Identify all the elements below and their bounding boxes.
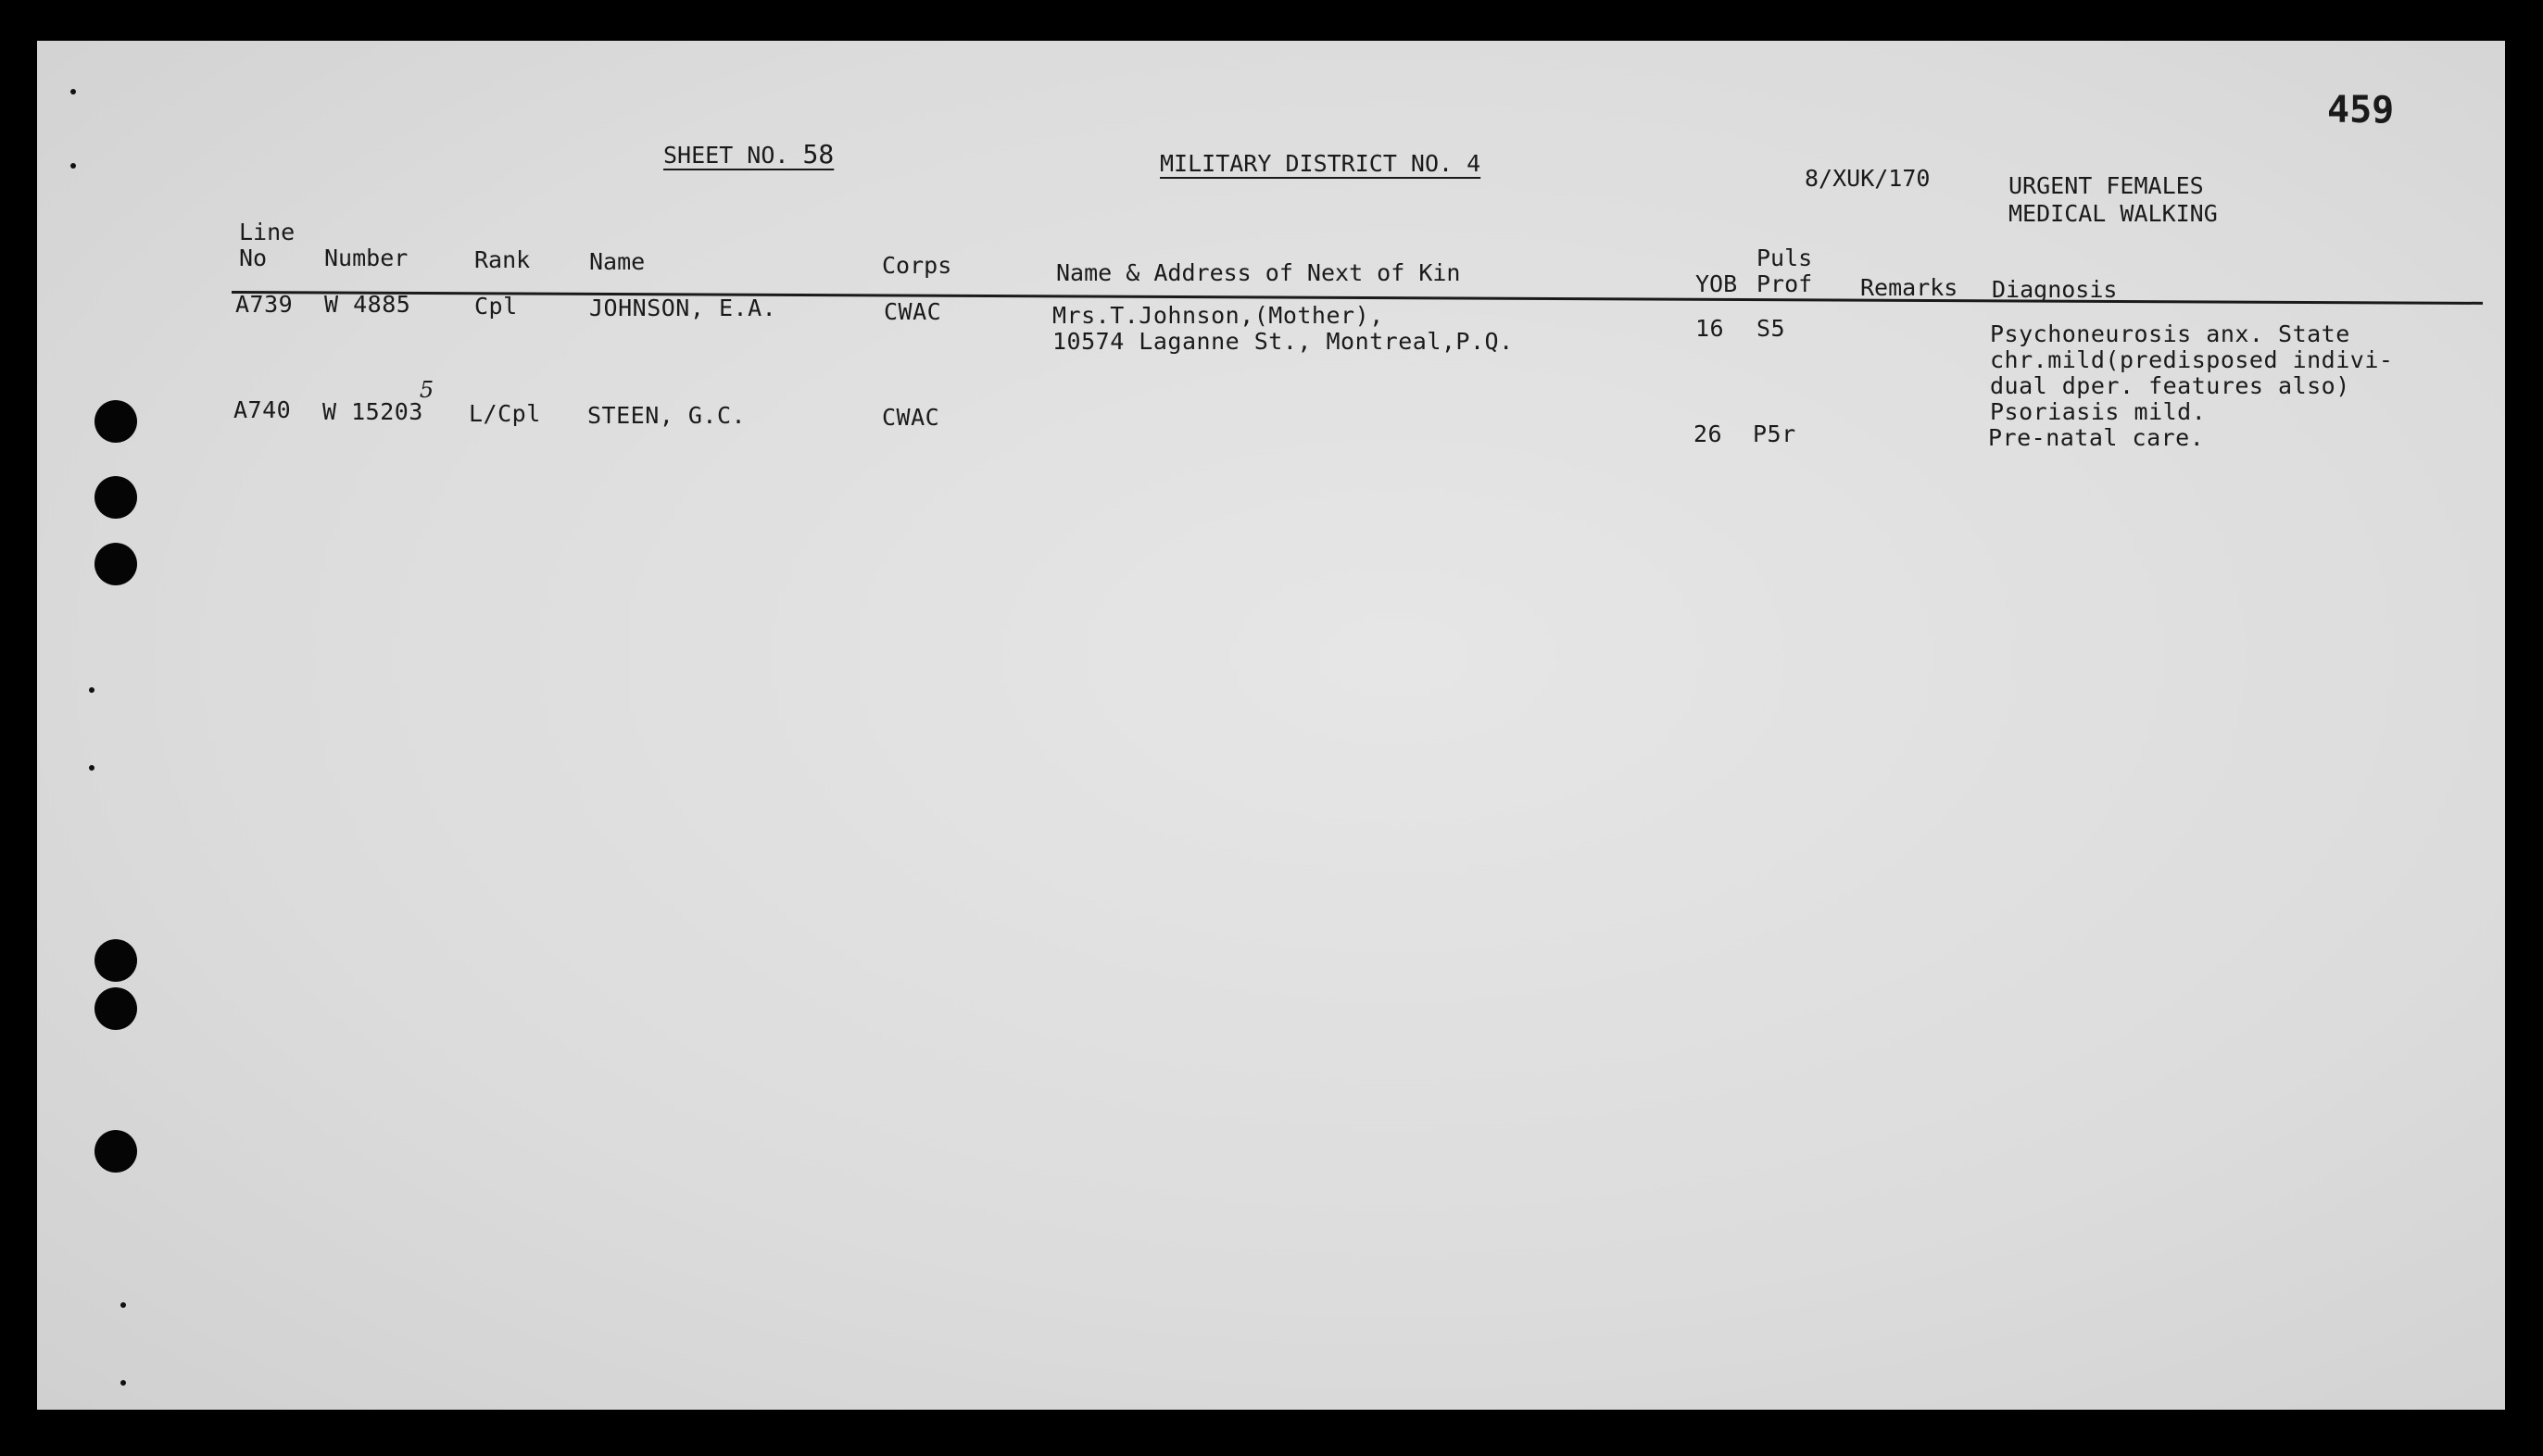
punch-hole (94, 543, 137, 585)
row-1-line-no: A739 (235, 291, 294, 318)
row-2-diagnosis-line-1: Pre-natal care. (1988, 424, 2205, 451)
row-1-diagnosis-line-4: Psoriasis mild. (1990, 398, 2207, 425)
row-1-kin-line-2: 10574 Laganne St., Montreal,P.Q. (1052, 328, 1514, 355)
row-2-number (322, 377, 438, 425)
row-1-number: W 4885 (324, 291, 411, 318)
row-1-pulhems: S5 (1756, 315, 1786, 342)
row-1-rank: Cpl (474, 293, 518, 320)
category-line-1: URGENT FEMALES (2008, 172, 2204, 199)
record-sheet (37, 41, 2505, 1410)
col-puls-2: Prof (1756, 270, 1813, 297)
row-2-number-value: W 15203 (322, 398, 423, 425)
row-2-number-annotation: 5 (419, 377, 434, 403)
col-yob: YOB (1695, 270, 1738, 297)
row-2-pulhems: P5r (1753, 420, 1796, 447)
row-1-corps: CWAC (884, 298, 942, 325)
row-1-diagnosis-line-3: dual dper. features also) (1990, 372, 2350, 399)
speck (70, 89, 76, 94)
row-1-diagnosis-line-1: Psychoneurosis anx. State (1990, 320, 2350, 347)
punch-hole (94, 1130, 137, 1173)
col-rank: Rank (474, 246, 531, 273)
speck (89, 765, 94, 771)
col-corps: Corps (882, 252, 952, 279)
speck (70, 163, 76, 169)
sheet-number-value: 58 (802, 139, 835, 169)
punch-hole (94, 987, 137, 1030)
col-puls-1: Puls (1756, 245, 1813, 271)
page-number: 459 (2327, 89, 2395, 132)
row-2-corps: CWAC (882, 404, 940, 431)
row-2-rank: L/Cpl (469, 400, 541, 427)
col-line-no-1: Line (239, 219, 296, 245)
col-next-of-kin: Name & Address of Next of Kin (1056, 259, 1461, 286)
col-name: Name (589, 248, 646, 275)
speck (120, 1302, 126, 1308)
speck (89, 687, 94, 693)
sheet-number-label: SHEET NO. (663, 142, 789, 169)
row-2-yob: 26 (1693, 420, 1723, 447)
col-remarks: Remarks (1860, 274, 1958, 301)
punch-hole (94, 400, 137, 443)
category-line-2: MEDICAL WALKING (2008, 200, 2218, 227)
row-1-yob: 16 (1695, 315, 1725, 342)
row-2-name: STEEN, G.C. (587, 402, 747, 429)
row-2-line-no: A740 (233, 396, 292, 423)
row-1-name: JOHNSON, E.A. (589, 295, 777, 321)
row-1-diagnosis-line-2: chr.mild(predisposed indivi- (1990, 346, 2394, 373)
col-diagnosis: Diagnosis (1992, 276, 2118, 303)
col-line-no-2: No (239, 245, 268, 271)
punch-hole (94, 476, 137, 519)
reference-code: 8/XUK/170 (1805, 165, 1931, 192)
speck (120, 1380, 126, 1386)
sheet-number (663, 139, 834, 169)
col-number: Number (324, 245, 409, 271)
district-title: MILITARY DISTRICT NO. 4 (1160, 150, 1481, 177)
row-1-kin-line-1: Mrs.T.Johnson,(Mother), (1052, 302, 1384, 329)
punch-hole (94, 939, 137, 982)
